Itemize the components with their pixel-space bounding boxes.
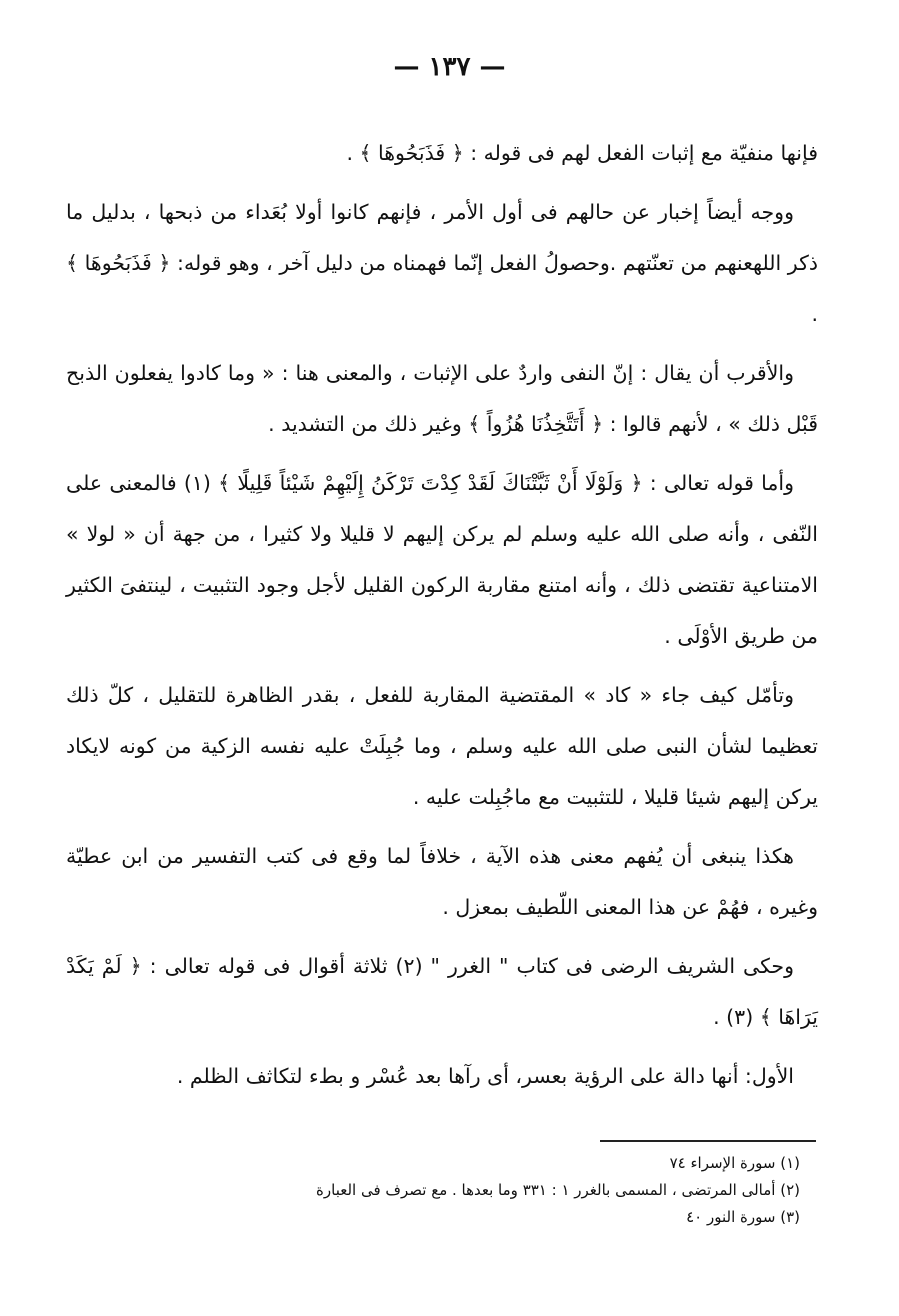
main-text — [66, 128, 818, 1110]
footnote-divider — [600, 1140, 816, 1142]
footnote-1: (١) سورة الإسراء ٧٤ — [669, 1154, 800, 1172]
footnotes — [160, 1150, 800, 1231]
paragraph-8: الأول: أنها دالة على الرؤية بعسر، أى رآها بعد عُسْر و بطء لتكاثف الظلم . — [176, 1064, 794, 1088]
paragraph-4: وأما قوله تعالى : ﴿ وَلَوْلَا أَنْ ثَبَّتْنَاكَ لَقَدْ كِدْتَ تَرْكَنُ إِلَيْهِمْ شَيْئاً قَلِيلًا ﴾ (١) فالمعنى على النّفى ، وأنه صلى الله عليه وسلم لم يركن إليهم لا قليلا ولا كثيرا ، من جهة أن « لولا » الامتناعية تقتضى ذلك ، وأنه امتنع مقاربة الركون القليل لأجل وجود التثبيت ، لينتفىَ الكثير من طريق الأوْلَى . — [66, 471, 818, 648]
footnote-3: (٣) سورة النور ٤٠ — [686, 1208, 800, 1226]
paragraph-5: وتأمّل كيف جاء « كاد » المقتضية المقاربة للفعل ، بقدر الظاهرة للتقليل ، كلّ ذلك تعظيما لشأن النبى صلى الله عليه وسلم ، وما جُبِلَتْ عليه نفسه الزكية من كونه لايكاد يركن إليهم شيئا قليلا ، للتثبيت مع ماجُبِلت عليه . — [66, 683, 818, 809]
paragraph-1: فإنها منفيّة مع إثبات الفعل لهم فى قوله : ﴿ فَذَبَحُوهَا ﴾ . — [346, 141, 818, 165]
paragraph-7: وحكى الشريف الرضى فى كتاب " الغرر " (٢) ثلاثة أقوال فى قوله تعالى : ﴿ لَمْ يَكَدْ يَرَاهَا ﴾ (٣) . — [66, 954, 818, 1029]
page-number: — ١٣٧ — — [393, 52, 506, 82]
paragraph-6: هكذا ينبغى أن يُفهم معنى هذه الآية ، خلافاً لما وقع فى كتب التفسير من ابن عطيّة وغيره ، فهُمْ عن هذا المعنى اللّطيف بمعزل . — [66, 844, 818, 919]
paragraph-3: والأقرب أن يقال : إنّ النفى واردٌ على الإثبات ، والمعنى هنا : « وما كادوا يفعلون الذبح قَبْل ذلك » ، لأنهم قالوا : ﴿ أَتَتَّخِذُنَا هُزُواً ﴾ وغير ذلك من التشديد . — [66, 361, 818, 436]
paragraph-2: ووجه أيضاً إخبار عن حالهم فى أول الأمر ، فإنهم كانوا أولا بُعَداء من ذبحها ، بدليل ما ذكر اللهعنهم من تعنّتهم .وحصولُ الفعل إنّما فهمناه من دليل آخر ، وهو قوله: ﴿ فَذَبَحُوهَا ﴾ . — [66, 200, 818, 326]
footnote-2: (٢) أمالى المرتضى ، المسمى بالغرر ١ : ٣٣١ وما بعدها . مع تصرف فى العبارة — [316, 1181, 800, 1199]
